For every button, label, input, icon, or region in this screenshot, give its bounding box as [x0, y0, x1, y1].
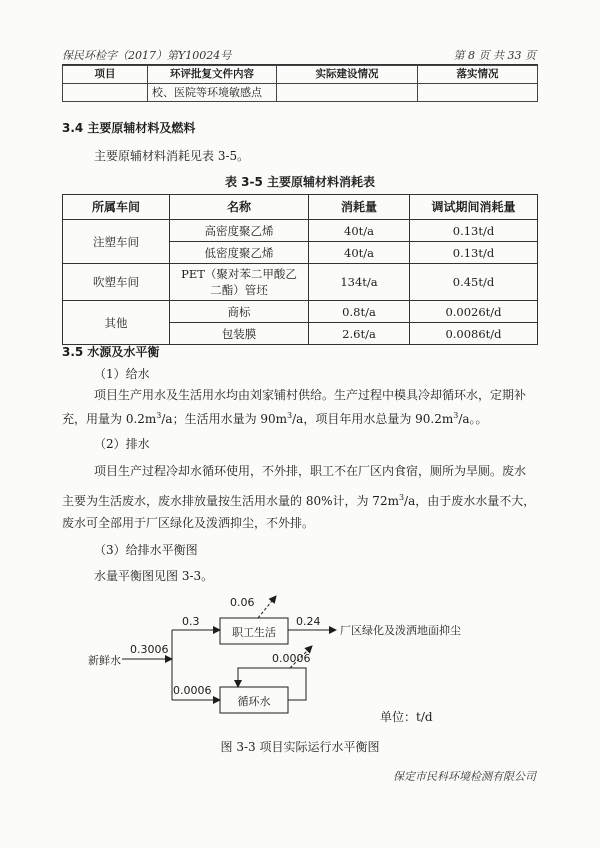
table-cell: 注塑车间 [63, 220, 170, 264]
table-header-cell: 项目 [63, 66, 148, 84]
fresh-water-label: 新鲜水 [88, 654, 121, 667]
flow-value: 0.06 [230, 596, 255, 609]
text-run: /a，项目年用水总量为 90.2m [292, 412, 454, 426]
table-cell: 134t/a [309, 264, 410, 301]
table-cell: 其他 [63, 301, 170, 345]
table-caption: 表 3-5 主要原辅材料消耗表 [224, 175, 376, 189]
flow-value: 0.0006 [173, 684, 212, 697]
cycle-box-label: 循环水 [237, 695, 271, 708]
paragraph-line: 项目生产用水及生活用水均由刘家铺村供给。生产过程中模具冷却循环水，定期补 [94, 388, 527, 402]
page-number: 第 8 页 共 33 页 [453, 49, 536, 62]
table-cell: 2.6t/a [309, 323, 410, 345]
superscript: 3 [398, 493, 405, 502]
text-run: /a；生活用水量为 90m [161, 412, 288, 426]
table-cell: 商标 [170, 301, 309, 323]
text-run: 主要为生活废水，废水排放量按生活用水量的 80%计，为 72m [62, 494, 399, 508]
table-cell: 0.0086t/d [410, 323, 538, 345]
table-cell: 包装膜 [170, 323, 309, 345]
table-row [63, 220, 538, 242]
text-run: /a。。 [458, 412, 488, 426]
text-run: /a，由于废水水量不大， [404, 494, 536, 508]
company-footer: 保定市民科环境检测有限公司 [393, 770, 536, 783]
table-header-cell: 消耗量 [309, 195, 410, 220]
table-cell: 校、医院等环境敏感点 [148, 84, 277, 102]
text-run: 充，用量为 0.2m [62, 412, 157, 426]
flow-value: 0.3 [182, 615, 200, 628]
table-cell: 40t/a [309, 242, 410, 264]
superscript: 3 [453, 411, 459, 420]
table-cell: 高密度聚乙烯 [170, 220, 309, 242]
staff-box-label: 职工生活 [232, 626, 276, 639]
table-cell [418, 84, 538, 102]
table-cell [277, 84, 418, 102]
paragraph: 水量平衡图见图 3-3。 [94, 569, 214, 583]
table-cell [63, 84, 148, 102]
table-header-cell: 落实情况 [418, 66, 538, 84]
table-cell: 低密度聚乙烯 [170, 242, 309, 264]
table-header-row [63, 195, 538, 220]
table-header-cell: 实际建设情况 [277, 66, 418, 84]
flow-value: 0.0006 [272, 652, 311, 665]
table-cell: 0.0026t/d [410, 301, 538, 323]
staff-loss-arrow [258, 596, 276, 618]
paragraph-line: 废水可全部用于厂区绿化及泼洒抑尘，不外排。 [62, 516, 315, 530]
table-cell: 0.13t/d [410, 242, 538, 264]
water-balance-diagram [80, 592, 500, 722]
outflow-label: 厂区绿化及泼洒地面抑尘 [340, 624, 461, 637]
document-number: 保民环检字（2017）第Y10024号 [62, 49, 232, 62]
table-row [63, 264, 538, 301]
table-cell: 40t/a [309, 220, 410, 242]
table-header-cell: 环评批复文件内容 [148, 66, 277, 84]
subheading: （3）给排水平衡图 [94, 543, 198, 557]
table-row [63, 301, 538, 323]
flow-value: 0.3006 [130, 643, 169, 656]
table-cell: 0.13t/d [410, 220, 538, 242]
table-cell: 吹塑车间 [63, 264, 170, 301]
approval-table [62, 65, 538, 102]
flow-value: 0.24 [296, 615, 321, 628]
section-heading: 3.4 主要原辅材料及燃料 [62, 121, 196, 135]
table-cell: PET（聚对苯二甲酸乙二酯）管坯 [170, 264, 309, 301]
paragraph-line: 项目生产过程冷却水循环使用，不外排，职工不在厂区内食宿，厕所为旱厕。废水 [94, 464, 527, 478]
table-header-cell: 名称 [170, 195, 309, 220]
subheading: （1）给水 [94, 367, 150, 381]
table-header-cell: 所属车间 [63, 195, 170, 220]
paragraph-line [62, 406, 488, 429]
unit-label: 单位：t/d [380, 710, 433, 724]
table-cell: 0.8t/a [309, 301, 410, 323]
paragraph: 主要原辅材料消耗见表 3-5。 [94, 149, 250, 163]
figure-caption: 图 3-3 项目实际运行水平衡图 [220, 740, 380, 754]
superscript: 3 [156, 411, 162, 420]
materials-table [62, 194, 538, 345]
superscript: 3 [287, 411, 293, 420]
subheading: （2）排水 [94, 437, 150, 451]
table-cell: 0.45t/d [410, 264, 538, 301]
table-row [63, 84, 538, 102]
table-header-cell: 调试期间消耗量 [410, 195, 538, 220]
section-heading: 3.5 水源及水平衡 [62, 345, 160, 359]
paragraph-line [62, 488, 535, 511]
table-header-row [63, 66, 538, 84]
